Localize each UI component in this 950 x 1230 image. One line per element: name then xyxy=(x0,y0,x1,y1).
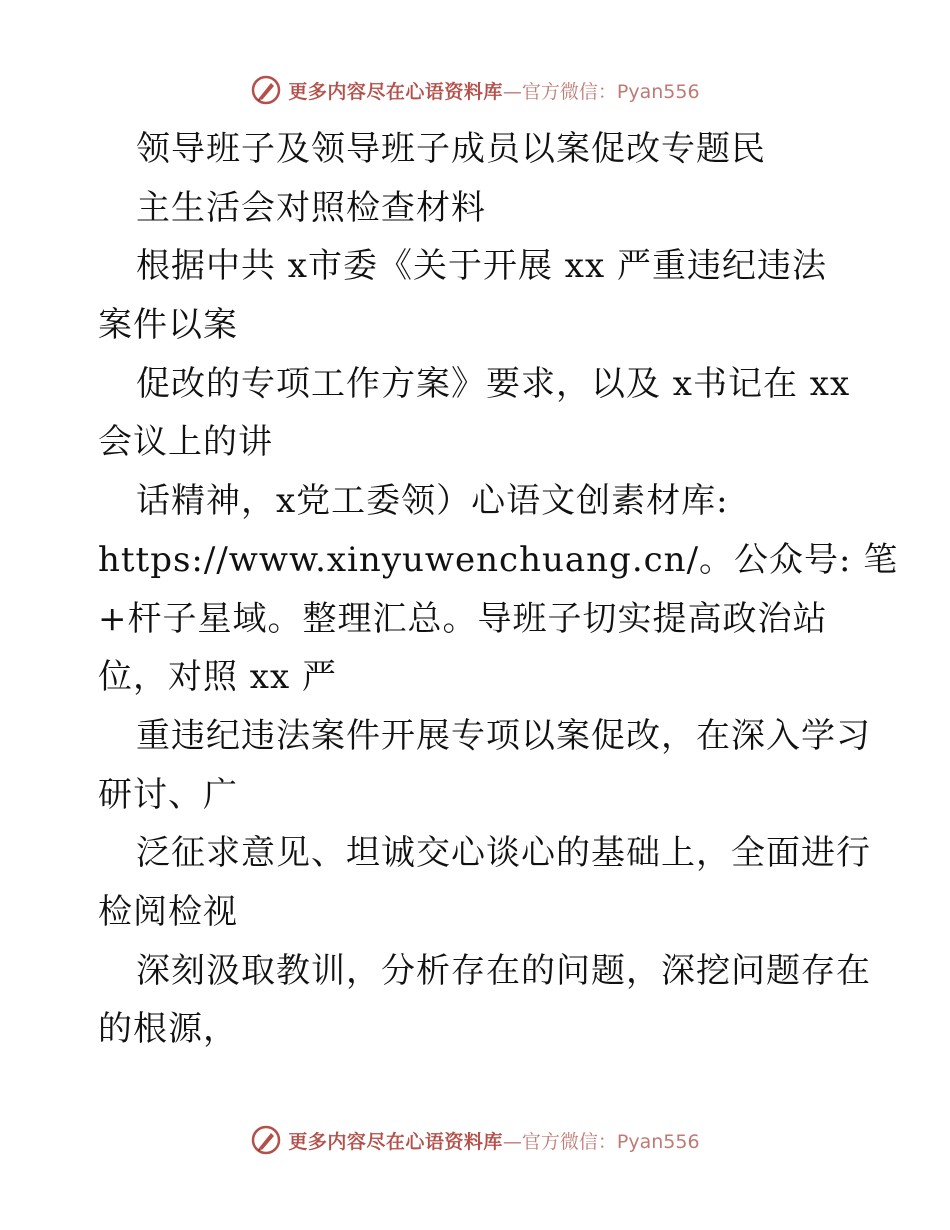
doc-line: 根据中共 x市委《关于开展 xx 严重违纪违法 xyxy=(136,246,827,287)
banner-contact: —官方微信：Pyan556 xyxy=(502,80,700,103)
doc-line: 案件以案 xyxy=(98,305,238,346)
doc-line: 话精神，x党工委领）心语文创素材库: xyxy=(136,481,729,522)
doc-line: 促改的专项工作方案》要求，以及 x书记在 xx xyxy=(136,363,851,404)
doc-line: 领导班子及领导班子成员以案促改专题民 xyxy=(136,129,766,169)
doc-line: 泛征求意见、坦诚交心谈心的基础上，全面进行 xyxy=(136,833,871,874)
doc-line: 检阅检视 xyxy=(98,891,238,932)
doc-line: 研讨、广 xyxy=(98,774,238,815)
pen-logo-icon xyxy=(250,1124,282,1156)
doc-line: 位，对照 xx 严 xyxy=(98,657,337,698)
doc-line: 的根源， xyxy=(98,1009,238,1050)
doc-line: https://www.xinyuwenchuang.cn/。公众号: 笔 xyxy=(98,539,899,580)
doc-line: 深刻汲取教训，分析存在的问题，深挖问题存在 xyxy=(136,950,871,991)
footer-banner xyxy=(0,1120,950,1160)
doc-line: 重违纪违法案件开展专项以案促改，在深入学习 xyxy=(136,715,871,756)
doc-line: 主生活会对照检查材料 xyxy=(136,187,486,228)
banner-title: 更多内容尽在心语资料库 xyxy=(288,80,503,103)
banner-contact: —官方微信：Pyan556 xyxy=(502,1130,700,1153)
doc-line: +杆子星域。整理汇总。导班子切实提高政治站 xyxy=(98,598,828,639)
doc-line: 会议上的讲 xyxy=(98,422,273,463)
banner-title: 更多内容尽在心语资料库 xyxy=(288,1130,503,1153)
document-body xyxy=(98,120,899,1059)
pen-logo-icon xyxy=(250,74,282,106)
header-banner xyxy=(0,70,950,110)
